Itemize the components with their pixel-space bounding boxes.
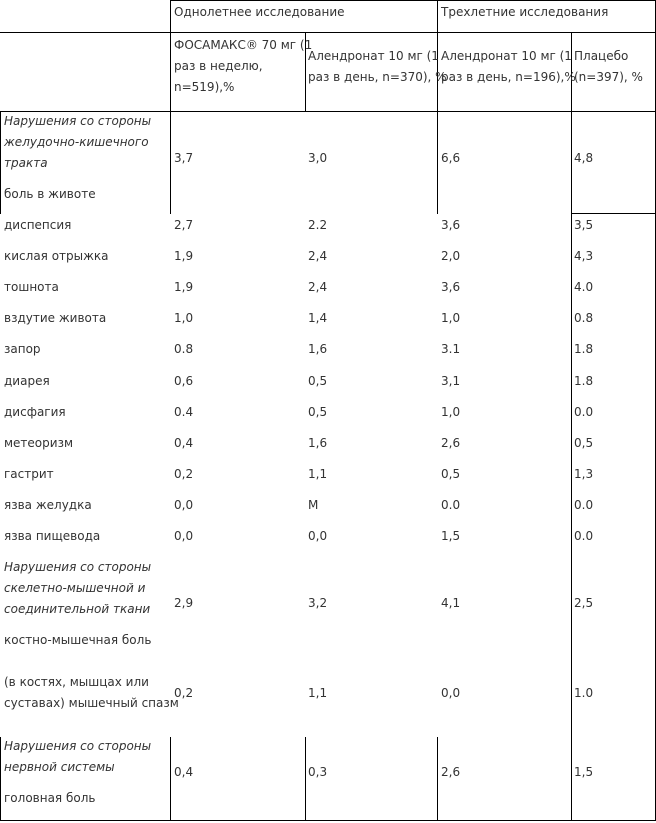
gi-row-value-3: 3,1 [441,374,461,388]
header-col4-line1: Плацебо [574,49,629,63]
gi-row-value-3: 1,0 [441,405,461,419]
gi-row-label: дисфагия [4,405,66,419]
gi-row-value-3: 2,6 [441,436,461,450]
musculo-value2-3: 0,0 [441,686,461,700]
gi-first-value-4: 4,8 [574,151,594,165]
rule-col4-left [571,32,572,821]
musculo-value2-4: 1.0 [574,686,594,700]
gi-row-value-3: 2,0 [441,249,461,263]
gi-row-value-1: 0.4 [174,405,194,419]
header-col3-line1: Алендронат 10 мг (1 [441,49,572,63]
musculo-value-2: 3,2 [308,596,328,610]
gi-row-value-3: 1,5 [441,529,461,543]
gi-first-value-2: 3,0 [308,151,328,165]
header-col2-line2: раз в день, n=370), % [308,70,447,84]
header-col1-line2: раз в неделю, [174,59,263,73]
nervous-value-1: 0,4 [174,765,194,779]
gi-row-label: запор [4,342,41,356]
gi-row-label: вздутие живота [4,311,107,325]
nervous-title-line1: Нарушения со стороны [4,739,152,753]
gi-row-value-2: 2.2 [308,218,328,232]
gi-row-value-2: 0,5 [308,405,328,419]
musculo-title-line3: соединительной ткани [4,602,151,616]
gi-row-label: диарея [4,374,50,388]
musculo-value-3: 4,1 [441,596,461,610]
nervous-title-line2: нервной системы [4,760,115,774]
gi-row-value-1: 0,0 [174,529,194,543]
gi-title-line1: Нарушения со стороны [4,114,152,128]
gi-title-line3: тракта [4,156,48,170]
rule-col3-left [437,0,438,214]
gi-row-value-4: 1.8 [574,342,594,356]
header-col4-line2: (n=397), % [574,70,643,84]
gi-row-value-1: 0.8 [174,342,194,356]
gi-row-value-4: 0.0 [574,529,594,543]
musculo-value2-2: 1,1 [308,686,328,700]
musculo-value2-1: 0,2 [174,686,194,700]
musculo-label2-line2: суставах) мышечный спазм [4,696,179,710]
gi-first-value-1: 3,7 [174,151,194,165]
gi-row-value-2: 1,1 [308,467,328,481]
header-three-year: Трехлетние исследования [441,5,609,19]
nervous-value-2: 0,3 [308,765,328,779]
gi-row-value-1: 0,6 [174,374,194,388]
gi-row-value-4: 0.0 [574,405,594,419]
gi-row-value-2: 0,5 [308,374,328,388]
gi-row-value-3: 0.0 [441,498,461,512]
gi-row-value-4: 0.0 [574,498,594,512]
gi-row-value-2: M [308,498,319,512]
gi-row-value-3: 3,6 [441,280,461,294]
rule-col1-left [170,0,171,214]
header-col3-line2: раз в день, n=196),% [441,70,576,84]
gi-row-value-1: 2,7 [174,218,194,232]
gi-row-value-1: 1,9 [174,249,194,263]
gi-row-value-4: 0,5 [574,436,594,450]
musculo-value-1: 2,9 [174,596,194,610]
header-col2-line1: Алендронат 10 мг (1 [308,49,439,63]
gi-row-value-1: 0,2 [174,467,194,481]
musculo-title-line2: скелетно-мышечной и [4,581,146,595]
gi-row-value-4: 1,3 [574,467,594,481]
rule-header-group [0,32,656,33]
gi-first-label: боль в животе [4,187,96,201]
rule-left-nervous [0,737,1,821]
musculo-value-4: 2,5 [574,596,594,610]
nervous-value-4: 1,5 [574,765,594,779]
nervous-value-3: 2,6 [441,765,461,779]
gi-first-value-3: 6,6 [441,151,461,165]
gi-row-label: диспепсия [4,218,72,232]
gi-title-line2: желудочно-кишечного [4,135,149,149]
rule-bottom [0,820,656,821]
gi-row-value-1: 1,9 [174,280,194,294]
musculo-label: костно-мышечная боль [4,633,152,647]
gi-row-label: кислая отрыжка [4,249,109,263]
rule-gi-bottom [571,213,656,214]
header-col1-line3: n=519),% [174,80,235,94]
header-col1-line1: ФОСАМАКС® 70 мг (1 [174,38,313,52]
gi-row-value-1: 0,4 [174,436,194,450]
rule-col2-left-nervous [305,737,306,821]
gi-row-value-3: 1,0 [441,311,461,325]
header-one-year: Однолетнее исследование [174,5,345,19]
gi-row-label: язва желудка [4,498,92,512]
nervous-label: головная боль [4,791,96,805]
gi-row-label: тошнота [4,280,59,294]
musculo-label2-line1: (в костях, мышцах или [4,675,149,689]
gi-row-value-2: 1,6 [308,342,328,356]
gi-row-value-2: 1,6 [308,436,328,450]
gi-row-value-2: 0,0 [308,529,328,543]
gi-row-value-4: 0.8 [574,311,594,325]
gi-row-value-4: 4.0 [574,280,594,294]
rule-col3-left-nervous [437,737,438,821]
gi-row-label: язва пищевода [4,529,101,543]
gi-row-value-3: 3,6 [441,218,461,232]
musculo-title-line1: Нарушения со стороны [4,560,152,574]
rule-col1-left-nervous [170,737,171,821]
gi-row-value-1: 0,0 [174,498,194,512]
gi-row-value-1: 1,0 [174,311,194,325]
gi-row-value-4: 4,3 [574,249,594,263]
gi-row-value-2: 2,4 [308,249,328,263]
gi-row-label: гастрит [4,467,54,481]
gi-row-value-4: 3,5 [574,218,594,232]
gi-row-value-3: 3.1 [441,342,461,356]
gi-row-label: метеоризм [4,436,73,450]
gi-row-value-3: 0,5 [441,467,461,481]
gi-row-value-2: 2,4 [308,280,328,294]
rule-left [0,111,1,214]
gi-row-value-2: 1,4 [308,311,328,325]
rule-top [170,0,656,1]
gi-row-value-4: 1.8 [574,374,594,388]
